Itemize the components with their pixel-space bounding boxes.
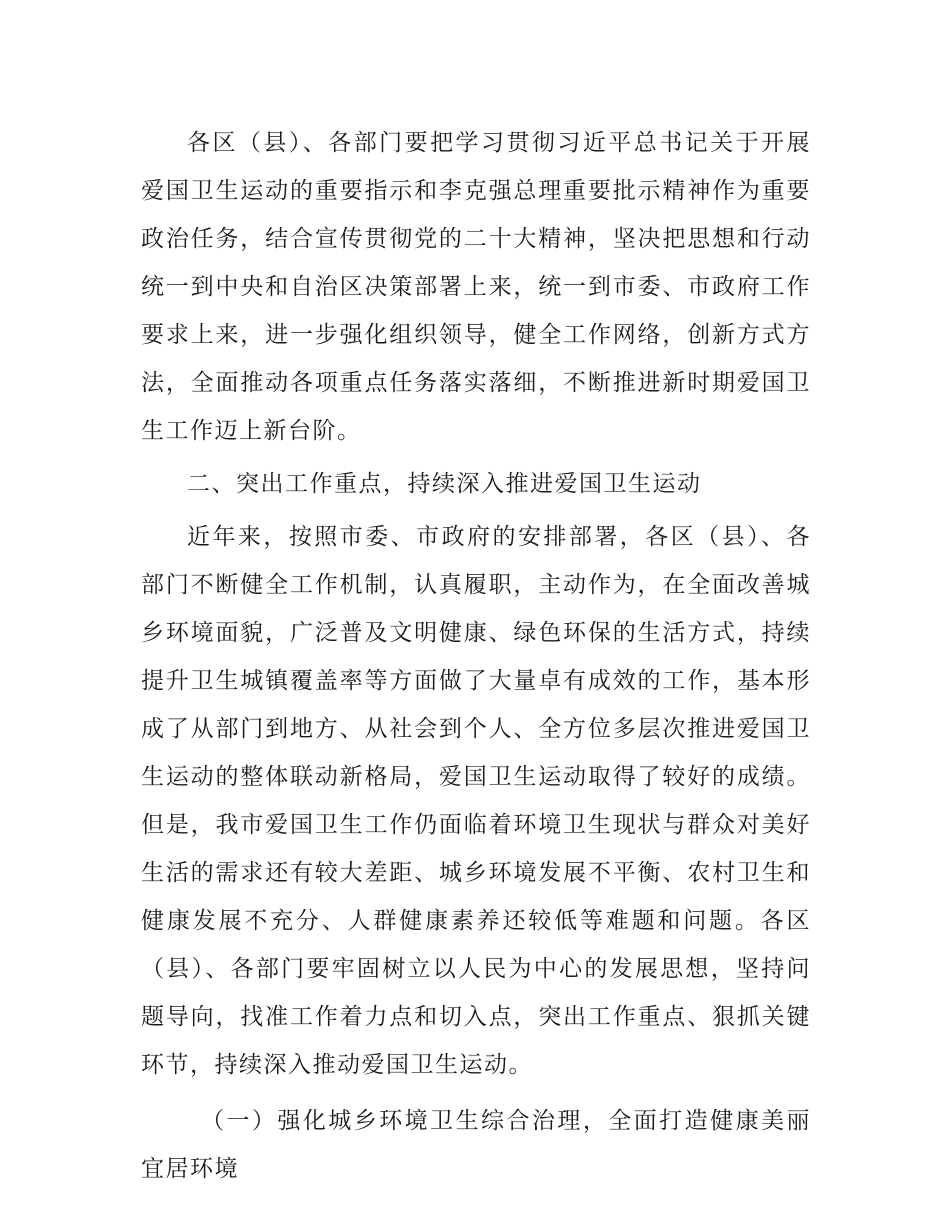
paragraph-intro: 各区（县）、各部门要把学习贯彻习近平总书记关于开展爱国卫生运动的重要指示和李克强总理重要批示精神作为重要政治任务，结合宣传贯彻党的二十大精神，坚决把思想和行动统一到中央和自治区决策部署上来，统一到市委、市政府工作要求上来，进一步强化组织领导，健全工作网络，创新方式方法，全面推动各项重点任务落实落细，不断推进新时期爱国卫生工作迈上新台阶。 (141, 130, 811, 444)
subsection-heading: （一）强化城乡环境卫生综合治理，全面打造健康美丽宜居环境 (141, 1108, 811, 1182)
paragraph-body: 近年来，按照市委、市政府的安排部署，各区（县）、各部门不断健全工作机制，认真履职，主动作为，在全面改善城乡环境面貌，广泛普及文明健康、绿色环保的生活方式，持续提升卫生城镇覆盖率等方面做了大量卓有成效的工作，基本形成了从部门到地方、从社会到个人、全方位多层次推进爱国卫生运动的整体联动新格局，爱国卫生运动取得了较好的成绩。但是，我市爱国卫生工作仍面临着环境卫生现状与群众对美好生活的需求还有较大差距、城乡环境发展不平衡、农村卫生和健康发展不充分、人群健康素养还较低等难题和问题。各区（县）、各部门要牢固树立以人民为中心的发展思想，坚持问题导向，找准工作着力点和切入点，突出工作重点、狠抓关键环节，持续深入推动爱国卫生运动。 (141, 524, 811, 1078)
document-body (141, 119, 811, 1193)
section-heading: 二、突出工作重点，持续深入推进爱国卫生运动 (187, 471, 702, 497)
